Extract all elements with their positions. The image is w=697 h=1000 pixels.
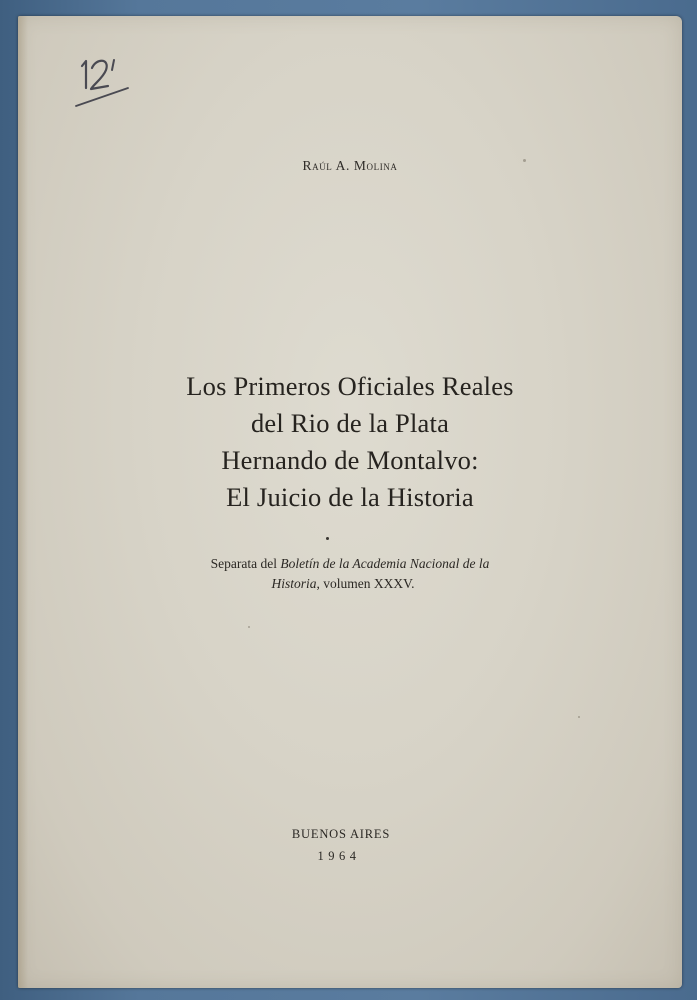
imprint-year: 1964 bbox=[317, 849, 361, 863]
separata-note bbox=[18, 554, 682, 594]
title-line: El Juicio de la Historia bbox=[226, 482, 474, 512]
journal-name-part2: Historia bbox=[271, 576, 317, 591]
imprint bbox=[18, 823, 682, 867]
paper-speck bbox=[248, 626, 250, 628]
paper-speck bbox=[578, 716, 580, 718]
title-line: Hernando de Montalvo: bbox=[221, 445, 479, 475]
handwritten-annotation bbox=[70, 48, 140, 110]
book-title bbox=[18, 368, 682, 516]
title-line: Los Primeros Oficiales Reales bbox=[186, 371, 514, 401]
author-name: Raúl A. Molina bbox=[302, 158, 398, 173]
separata-prefix: Separata del bbox=[210, 556, 281, 571]
volume-text: , volumen XXXV. bbox=[316, 576, 415, 591]
journal-name-part1: Boletín de la Academia Nacional de la bbox=[280, 556, 490, 571]
book-cover bbox=[18, 16, 682, 988]
paper-speck bbox=[523, 159, 526, 162]
title-line: del Rio de la Plata bbox=[250, 408, 450, 438]
imprint-city: BUENOS AIRES bbox=[291, 827, 391, 841]
ornament-dot bbox=[326, 537, 329, 540]
